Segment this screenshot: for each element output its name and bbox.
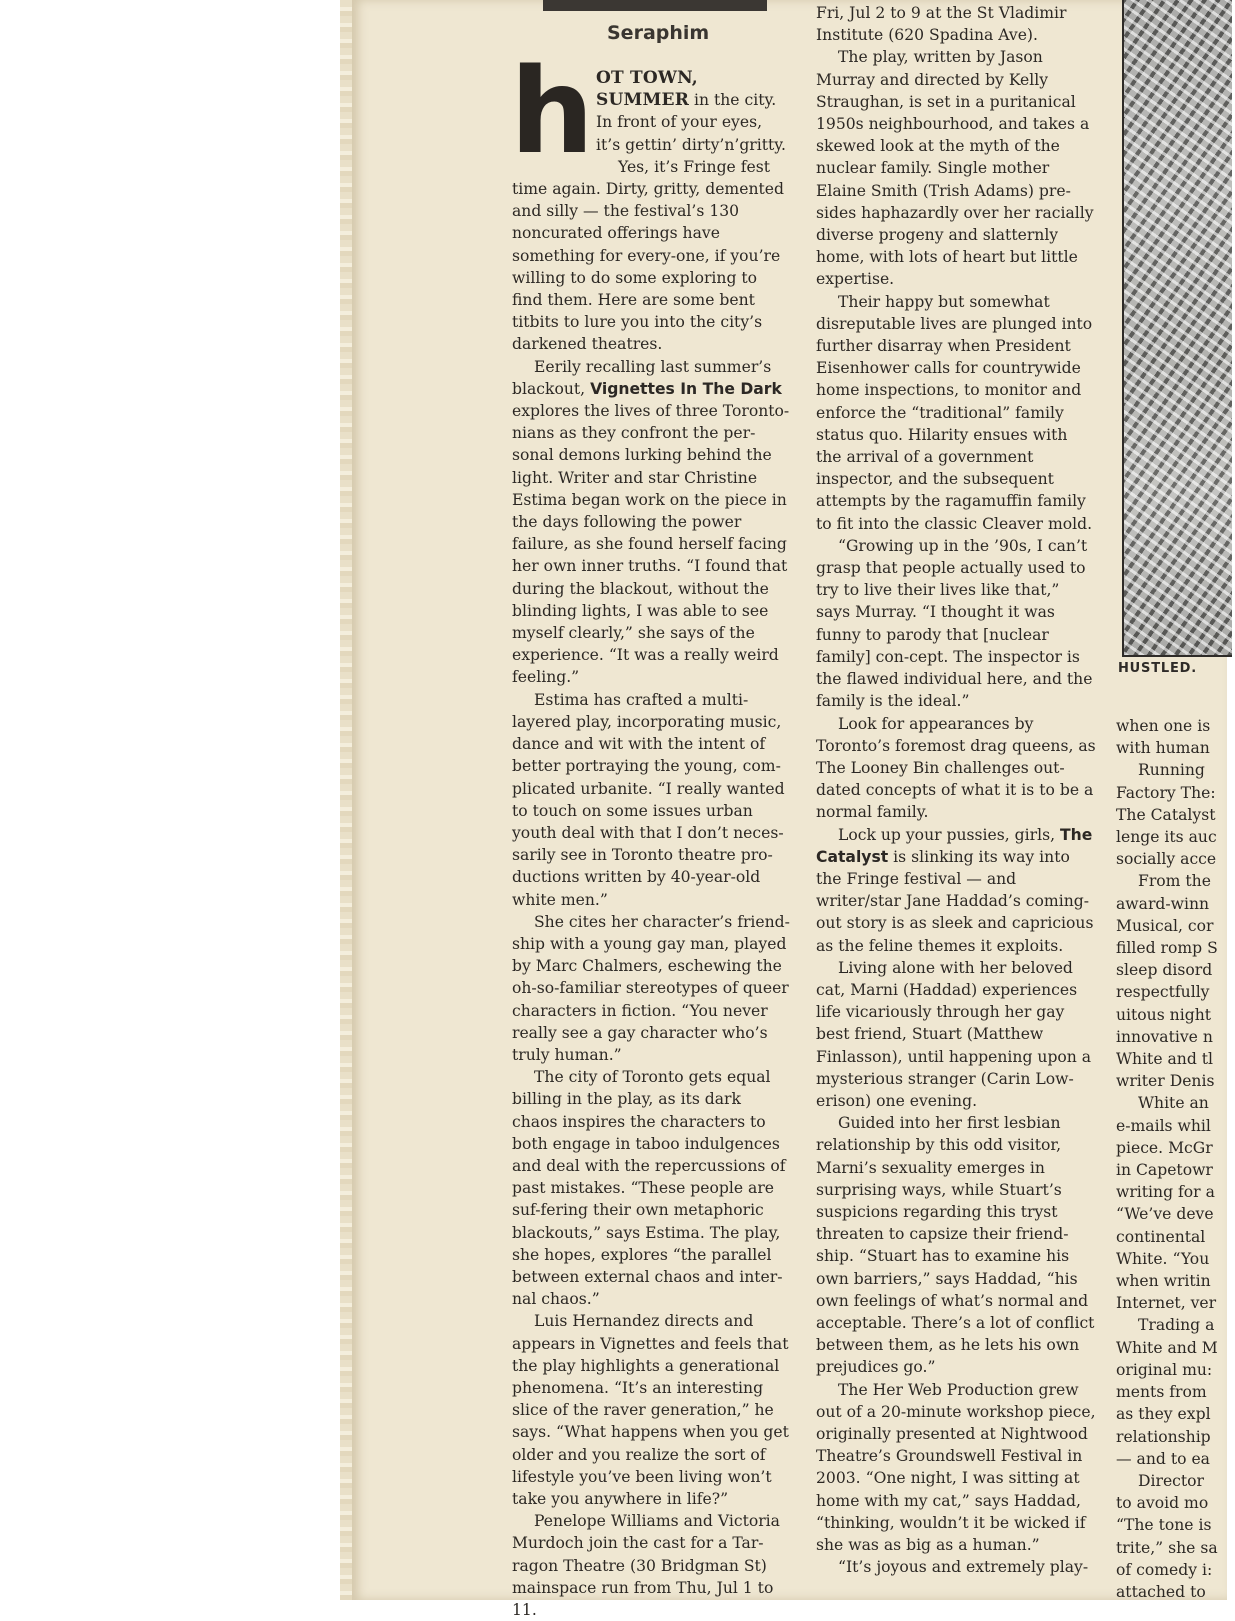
column-3-line: Factory The: (1116, 783, 1216, 802)
show-title-catalyst: The Catalyst (816, 825, 1093, 866)
paragraph: Luis Hernandez directs and appears in Vignettes and feels that the play highlights a generational phenomena. “It’s an interesting slice of the raver generation,” he says. “What happens when you get older and you realize the sort of lifestyle you’ve been living won’t take you anywhere in life?” (512, 1312, 789, 1508)
article-column-2 (816, 2, 1096, 1578)
paragraph: Living alone with her beloved cat, Marni (Haddad) experiences life vicariously through her gay best friend, Stuart (Matthew Finlasson), until happening upon a mysterious stranger (Carin Low-erison) one evening. (816, 958, 1092, 1110)
lead-caps: OT TOWN, SUMMER (596, 68, 698, 111)
paragraph: “Growing up in the ’90s, I can’t grasp that people actually used to try to live their lives like that,” says Murray. “I thought it was funny to parody that [nuclear family] con-cept. The inspector is the flawed individual here, and the family is the ideal.” (816, 536, 1093, 711)
column-3-line: — and to ea (1116, 1449, 1210, 1468)
photo-caption: HUSTLED. (1118, 661, 1197, 676)
column-3-line: White. “You (1116, 1249, 1210, 1268)
column-3-line: attached to (1116, 1582, 1206, 1601)
paragraph: The Her Web Production grew out of a 20-minute workshop piece, originally presented at Nightwood Theatre’s Groundswell Festival in 2003. “One night, I was sitting at home with my cat,” says Haddad, “thinking, wouldn’t it be wicked if she was as big as a human.” (816, 1380, 1096, 1555)
column-3-line: “We’ve deve (1116, 1205, 1214, 1224)
column-3-line: The Catalyst (1116, 805, 1216, 824)
column-3-line: original mu: (1116, 1360, 1213, 1379)
paragraph: Estima has crafted a multi-layered play, incorporating music, dance and wit with the intent of better portraying the young, com-plicated urbanite. “I really wanted to touch on some issues urban youth deal with that I don’t neces-sarily see in Toronto theatre pro-ductions written by 40-year-old white men.” (512, 690, 785, 909)
article-column-3-cropped (1116, 715, 1228, 1603)
column-3-line: ments from (1116, 1383, 1207, 1402)
drop-cap: h (510, 42, 591, 180)
paragraph: She cites her character’s friend-ship with a young gay man, played by Marc Chalmers, eschewing the oh-so-familiar stereotypes of queer characters in fiction. “You never really see a gay character who’s truly human.” (512, 912, 790, 1064)
column-3-line: Director (1138, 1471, 1205, 1490)
column-3-line: Running (1138, 761, 1205, 780)
column-3-line: trite,” she sa (1116, 1538, 1218, 1557)
paragraph: “It’s joyous and extremely play- (838, 1558, 1089, 1577)
column-3-line: Trading a (1138, 1316, 1215, 1335)
column-3-line: respectfully (1116, 983, 1210, 1002)
paragraph: The play, written by Jason Murray and directed by Kelly Straughan, is set in a puritanical 1950s neighbourhood, and takes a skewed look at the myth of the nuclear family. Single mother Elaine Smith (Trish Adams) pre-sides haphazardly over her racially diverse progeny and slatternly home, with lots of heart but little expertise. (816, 48, 1094, 289)
column-3-line: White and tl (1116, 1050, 1214, 1069)
top-rule (543, 0, 767, 11)
column-3-line: socially acce (1116, 850, 1217, 869)
column-3-line: as they expl (1116, 1405, 1211, 1424)
column-3-line: filled romp S (1116, 939, 1218, 958)
column-3-line: of comedy i: (1116, 1560, 1213, 1579)
column-3-line: writing for a (1116, 1183, 1215, 1202)
column-3-line: when writin (1116, 1272, 1211, 1291)
column-3-line: with human (1116, 739, 1210, 758)
column-3-line: Internet, ver (1116, 1294, 1217, 1313)
column-3-line: White and M (1116, 1338, 1218, 1357)
column-3-line: innovative n (1116, 1027, 1213, 1046)
column-3-line: in Capetowr (1116, 1161, 1213, 1180)
column-3-line: award-winn (1116, 894, 1210, 913)
column-3-line: continental (1116, 1227, 1206, 1246)
paragraph: Guided into her first lesbian relationship by this odd visitor, Marni’s sexuality emerges in surprising ways, while Stuart’s suspicions regarding this tryst threaten to capsize their friend-ship. “Stuart has to examine his own barriers,” says Haddad, “his own feelings of what’s normal and acceptable. There’s a lot of conflict between them, as he lets his own prejudices go.” (816, 1114, 1095, 1377)
article-column-1 (510, 42, 790, 1621)
column-3-line: sleep disord (1116, 961, 1213, 980)
paragraph: Penelope Williams and Victoria Murdoch join the cast for a Tar-ragon Theatre (30 Bridgman St) mainspace run from Thu, Jul 1 to 11. (512, 1512, 780, 1620)
paragraph: Fri, Jul 2 to 9 at the St Vladimir Institute (620 Spadina Ave). (816, 4, 1067, 45)
lead-paragraph (510, 42, 790, 180)
column-3-line: writer Denis (1116, 1072, 1215, 1091)
column-3-line: relationship (1116, 1427, 1211, 1446)
column-3-line: From the (1138, 872, 1211, 891)
column-3-line: uitous night (1116, 1005, 1212, 1024)
paragraph: The city of Toronto gets equal billing in the play, as its dark chaos inspires the characters to both engage in taboo indulgences and deal with the repercussions of past mistakes. “These people are suf-fering their own metaphoric blackouts,” says Estima. The play, she hopes, explores “the parallel between external chaos and inter-nal chaos.” (512, 1068, 786, 1309)
paragraph: Yes, it’s Fringe fest time again. Dirty, gritty, demented and silly — the festival’s 130 noncurated offerings have something for every-one, if you’re willing to do some exploring to find them. Here are some bent titbits to lure you into the city’s darkened theatres. (512, 157, 784, 354)
column-3-line: e-mails whil (1116, 1116, 1211, 1135)
article-photo (1122, 0, 1232, 657)
column-3-line: White an (1138, 1094, 1209, 1113)
column-3-line: when one is (1116, 717, 1211, 735)
column-3-line: piece. McGr (1116, 1138, 1213, 1157)
column-3-line: Musical, cor (1116, 916, 1214, 935)
paragraph: Their happy but somewhat disreputable lives are plunged into further disarray when President Eisenhower calls for countrywide home inspections, to monitor and enforce the “traditional” family status quo. Hilarity ensues with the arrival of a government inspector, and the subsequent attempts by the ragamuffin family to fit into the classic Cleaver mold. (816, 292, 1093, 533)
paragraph: Lock up your pussies, girls, The Catalyst is slinking its way into the Fringe festival — and writer/star Jane Haddad’s coming-out story is as sleek and capricious as the feline themes it exploits. (816, 825, 1094, 955)
show-title-vignettes: Vignettes In The Dark (590, 379, 782, 398)
paragraph: Look for appearances by Toronto’s foremost drag queens, as The Looney Bin challenges out-dated concepts of what it is to be a normal family. (816, 714, 1096, 822)
byline: Seraphim (607, 22, 710, 44)
lead-text: in the city. In front of your eyes, it’s gettin’ dirty’n’gritty. (596, 91, 786, 154)
column-3-line: lenge its auc (1116, 828, 1217, 847)
column-3-line: “The tone is (1116, 1516, 1212, 1535)
paragraph: Eerily recalling last summer’s blackout, Vignettes In The Dark explores the lives of three Toronto-nians as they confront the per-sonal demons lurking behind the light. Writer and star Christine Estima began work on the piece in the days following the power failure, as she found herself facing her own inner truths. “I found that during the blackout, without the blinding lights, I was able to see myself clearly,” she says of the experience. “It was a really weird feeling.” (512, 357, 790, 687)
column-3-line: to avoid mo (1116, 1494, 1209, 1513)
